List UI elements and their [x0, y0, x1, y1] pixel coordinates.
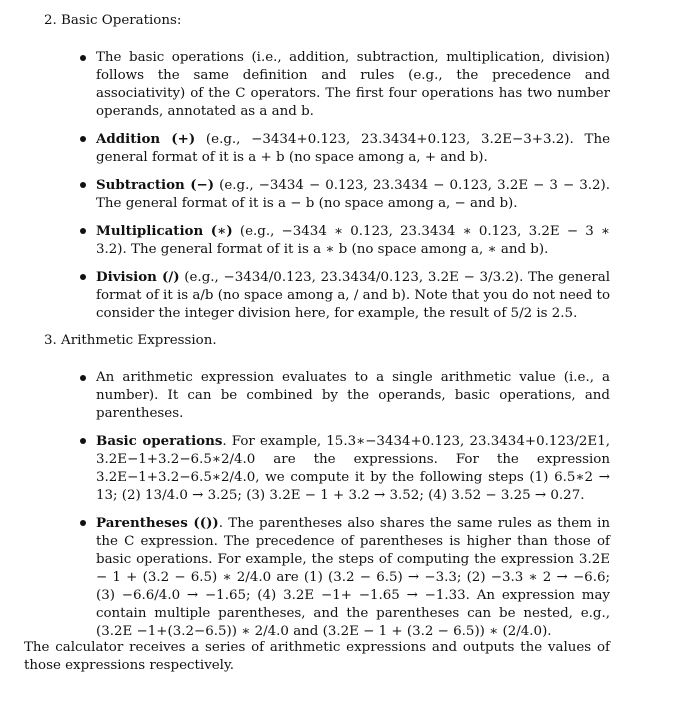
list-item	[76, 222, 610, 259]
item-lead: Addition (+)	[96, 131, 196, 147]
item-text: (e.g., −3434+0.123, 23.3434+0.123, 3.2E−3+3.2). The general format of it is a + b (no space among a, + and b).	[96, 132, 610, 165]
item-lead: Subtraction (−)	[96, 177, 215, 193]
list-item	[76, 432, 610, 505]
section-3-title: 3. Arithmetic Expression.	[44, 333, 217, 348]
item-text: . For example, 15.3∗−3434+0.123, 23.3434+0.123/2E1, 3.2E−1+3.2−6.5∗2/4.0 are the expressions. For the expression 3.2E−1+3.2−6.5∗2/4.0, we compute it by the following steps (1) 6.5∗2 → 13; (2) 13/4.0 → 3.25; (3) 3.2E − 1 + 3.2 → 3.52; (4) 3.52 − 3.25 → 0.27.	[96, 434, 610, 503]
item-text: (e.g., −3434 − 0.123, 23.3434 − 0.123, 3.2E − 3 − 3.2). The general format of it is a − b (no space among a, − and b).	[96, 178, 610, 211]
section-2-bullets	[76, 49, 610, 332]
item-text: (e.g., −3434 ∗ 0.123, 23.3434 ∗ 0.123, 3.2E − 3 ∗ 3.2). The general format of it is a ∗ b (no space among a, ∗ and b).	[96, 224, 610, 257]
item-text: . The parentheses also shares the same rules as them in the C expression. The precedence of parentheses is higher than those of basic operations. For example, the steps of computing the expression 3.2E − 1 + (3.2 − 6.5) ∗ 2/4.0 are (1) (3.2 − 6.5) → −3.3; (2) −3.3 ∗ 2 → −6.6; (3) −6.6/4.0 → −1.65; (4) 3.2E −1+ −1.65 → −1.33. An expression may contain multiple parentheses, and the parentheses can be nested, e.g., (3.2E −1+(3.2−6.5)) ∗ 2/4.0 and (3.2E − 1 + (3.2 − 6.5)) ∗ (2/4.0).	[96, 516, 610, 639]
list-item	[76, 176, 610, 213]
closing-paragraph: The calculator receives a series of arithmetic expressions and outputs the values of those expressions respectively.	[24, 640, 610, 673]
section-2-title: 2. Basic Operations:	[44, 13, 182, 28]
list-item	[76, 369, 610, 423]
section-3-bullets	[76, 369, 610, 650]
item-text: (e.g., −3434/0.123, 23.3434/0.123, 3.2E − 3/3.2). The general format of it is a/b (no space among a, / and b). Note that you do not need to consider the integer division here, for example, the result of 5/2 is 2.5.	[96, 270, 610, 321]
list-item	[76, 514, 610, 641]
item-text: The basic operations (i.e., addition, subtraction, multiplication, division) follows the same definition and rules (e.g., the precedence and associativity) of the C operators. The first four operations has two number operands, annotated as a and b.	[96, 50, 610, 119]
item-lead: Division (/)	[96, 269, 180, 285]
list-item	[76, 130, 610, 167]
item-lead: Multiplication (∗)	[96, 223, 233, 239]
item-text: An arithmetic expression evaluates to a single arithmetic value (i.e., a number). It can be combined by the operands, basic operations, and parentheses.	[96, 370, 610, 421]
item-lead: Basic operations	[96, 433, 223, 449]
list-item	[76, 268, 610, 323]
item-lead: Parentheses (())	[96, 515, 219, 531]
list-item	[76, 49, 610, 121]
